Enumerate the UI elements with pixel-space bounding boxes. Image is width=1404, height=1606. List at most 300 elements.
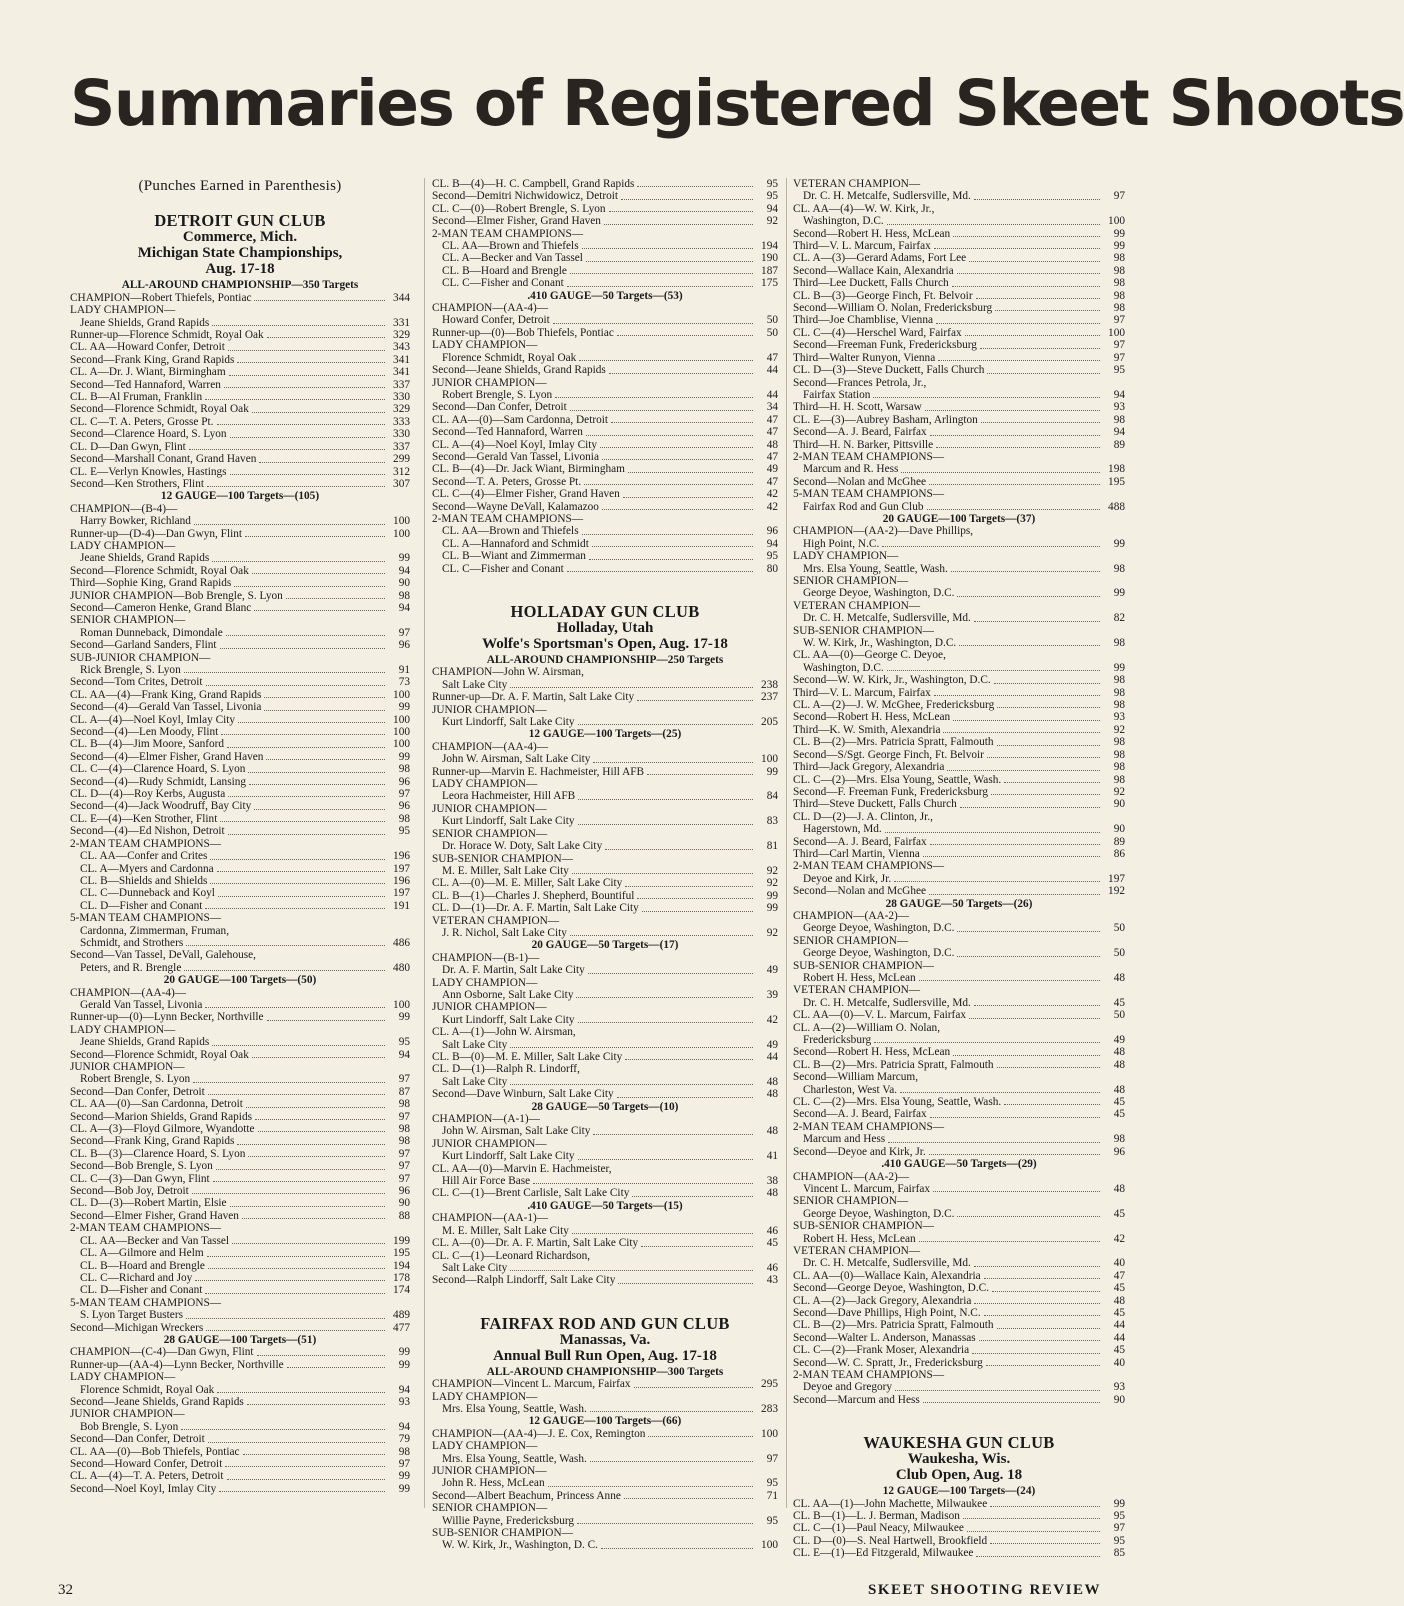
dot-leader bbox=[578, 1022, 753, 1023]
result-row bbox=[432, 550, 778, 562]
result-name: CL. B—(1)—L. J. Berman, Madison bbox=[793, 1510, 960, 1523]
result-score: 197 bbox=[393, 862, 410, 875]
result-score: 96 bbox=[398, 800, 410, 813]
dot-leader bbox=[570, 935, 753, 936]
result-name: Dr. C. H. Metcalfe, Sudlersville, Md. bbox=[803, 996, 971, 1009]
club-location: Commerce, Mich. bbox=[182, 229, 298, 246]
dot-leader bbox=[555, 397, 753, 398]
result-row bbox=[432, 1225, 778, 1237]
result-score: 95 bbox=[766, 550, 778, 563]
result-label: SENIOR CHAMPION— bbox=[432, 827, 548, 840]
result-score: 46 bbox=[766, 1224, 778, 1237]
result-score: 329 bbox=[393, 329, 410, 342]
result-label: CHAMPION—(AA-4)— bbox=[432, 740, 549, 753]
result-row bbox=[70, 1272, 410, 1284]
result-row bbox=[432, 1014, 778, 1026]
dot-leader bbox=[990, 1543, 1100, 1544]
result-row bbox=[793, 885, 1125, 897]
result-name: Third—Jack Gregory, Alexandria bbox=[793, 761, 945, 774]
result-row bbox=[432, 1428, 778, 1440]
result-score: 93 bbox=[1113, 1381, 1125, 1394]
result-row bbox=[432, 389, 778, 401]
dot-leader bbox=[593, 1134, 753, 1135]
dot-leader bbox=[930, 844, 1100, 845]
result-row bbox=[70, 1098, 410, 1110]
result-row bbox=[793, 352, 1125, 364]
result-name: Third—Carl Martin, Vienna bbox=[793, 847, 920, 860]
dot-leader bbox=[207, 1256, 385, 1257]
dot-leader bbox=[220, 648, 385, 649]
result-row bbox=[70, 1173, 410, 1185]
result-label: CL. C—(1)—Leonard Richardson, bbox=[432, 1249, 591, 1262]
result-name: CL. B—(4)—H. C. Campbell, Grand Rapids bbox=[432, 178, 635, 190]
result-score: 192 bbox=[1108, 885, 1125, 898]
result-name: CL. A—Dr. J. Wiant, Birmingham bbox=[70, 366, 226, 379]
gauge-heading: ALL-AROUND CHAMPIONSHIP—350 Targets bbox=[121, 279, 359, 292]
result-score: 47 bbox=[766, 413, 778, 426]
result-row bbox=[793, 1522, 1125, 1534]
gauge-heading: .410 GAUGE—50 Targets—(53) bbox=[527, 289, 683, 302]
result-score: 99 bbox=[1113, 537, 1125, 550]
dot-leader bbox=[246, 1107, 385, 1108]
result-name: Dr. A. F. Martin, Salt Lake City bbox=[442, 964, 585, 977]
result-name: Second—Gerald Van Tassel, Livonia bbox=[432, 450, 599, 463]
result-row bbox=[70, 1446, 410, 1458]
result-row bbox=[793, 339, 1125, 351]
result-row bbox=[70, 416, 410, 428]
dot-leader bbox=[264, 710, 385, 711]
dot-leader bbox=[957, 956, 1100, 957]
result-name: CL. A—Gilmore and Helm bbox=[80, 1247, 204, 1260]
result-row bbox=[793, 290, 1125, 302]
result-row bbox=[793, 724, 1125, 736]
result-name: CL. A—(0)—Dr. A. F. Martin, Salt Lake City bbox=[432, 1237, 639, 1250]
result-score: 489 bbox=[393, 1309, 410, 1322]
dot-leader bbox=[258, 1131, 385, 1132]
gauge-heading: 12 GAUGE—100 Targets—(66) bbox=[528, 1415, 682, 1428]
result-score: 97 bbox=[398, 626, 410, 639]
result-score: 94 bbox=[398, 1383, 410, 1396]
result-name: CL. C—T. A. Peters, Grosse Pt. bbox=[70, 415, 214, 428]
dot-leader bbox=[634, 1387, 753, 1388]
dot-leader bbox=[900, 1092, 1100, 1093]
result-row bbox=[70, 999, 410, 1011]
result-score: 41 bbox=[766, 1150, 778, 1163]
dot-leader bbox=[234, 586, 385, 587]
result-name: Mrs. Elsa Young, Seattle, Wash. bbox=[442, 1402, 587, 1415]
result-score: 95 bbox=[766, 178, 778, 190]
result-row bbox=[70, 1036, 410, 1048]
dot-leader bbox=[617, 1097, 753, 1098]
dot-leader bbox=[257, 1355, 385, 1356]
result-row bbox=[70, 1123, 410, 1135]
result-score: 238 bbox=[761, 678, 778, 691]
result-label: SUB-SENIOR CHAMPION— bbox=[432, 852, 573, 865]
dot-leader bbox=[953, 720, 1100, 721]
dot-leader bbox=[567, 286, 753, 287]
dot-leader bbox=[618, 1283, 753, 1284]
page-number: 32 bbox=[58, 1582, 73, 1598]
result-label: JUNIOR CHAMPION— bbox=[432, 1001, 547, 1014]
result-score: 93 bbox=[1113, 711, 1125, 724]
result-name: CL. D—(0)—S. Neal Hartwell, Brookfield bbox=[793, 1534, 988, 1547]
result-row bbox=[70, 428, 410, 440]
dot-leader bbox=[184, 672, 385, 673]
dot-leader bbox=[974, 1303, 1100, 1304]
result-score: 42 bbox=[1113, 1232, 1125, 1245]
result-name: Second—Freeman Funk, Fredericksburg bbox=[793, 339, 977, 352]
dot-leader bbox=[963, 1518, 1100, 1519]
result-row bbox=[793, 501, 1125, 513]
result-label: Cardonna, Zimmerman, Fruman, bbox=[80, 924, 230, 937]
result-row bbox=[432, 327, 778, 339]
result-name: Second—Bob Joy, Detroit bbox=[70, 1185, 189, 1198]
result-row bbox=[432, 488, 778, 500]
magazine-footer: SKEET SHOOTING REVIEW bbox=[868, 1582, 1101, 1598]
result-name: Dr. Horace W. Doty, Salt Lake City bbox=[442, 840, 603, 853]
result-row bbox=[432, 691, 778, 703]
dot-leader bbox=[894, 881, 1100, 882]
dot-leader bbox=[960, 807, 1100, 808]
dot-leader bbox=[578, 1159, 753, 1160]
result-name: Second—Wallace Kain, Alexandria bbox=[793, 264, 954, 277]
result-name: S. Lyon Target Busters bbox=[80, 1309, 183, 1322]
results-column-3 bbox=[793, 178, 1125, 1560]
dot-leader bbox=[186, 1318, 385, 1319]
dot-leader bbox=[248, 1156, 385, 1157]
result-row bbox=[70, 317, 410, 329]
result-row bbox=[70, 1111, 410, 1123]
result-name: CL. B—(2)—Mrs. Patricia Spratt, Falmouth bbox=[793, 1319, 994, 1332]
result-name: Second—Frank King, Grand Rapids bbox=[70, 1135, 235, 1148]
result-name: Third—Lee Duckett, Falls Church bbox=[793, 277, 949, 290]
result-score: 333 bbox=[393, 415, 410, 428]
column-rule bbox=[786, 178, 787, 1508]
result-name: CL. C—Dunneback and Koyl bbox=[80, 887, 215, 900]
result-label: CL. A—(2)—William O. Nolan, bbox=[793, 1021, 941, 1034]
dot-leader bbox=[590, 1411, 753, 1412]
result-label: 2-MAN TEAM CHAMPIONS— bbox=[793, 450, 945, 463]
result-score: 48 bbox=[1113, 1083, 1125, 1096]
dot-leader bbox=[641, 1246, 753, 1247]
event-date: Aug. 17-18 bbox=[205, 261, 275, 278]
dot-leader bbox=[625, 886, 753, 887]
result-score: 45 bbox=[1113, 1207, 1125, 1220]
dot-leader bbox=[510, 1084, 753, 1085]
result-score: 196 bbox=[393, 850, 410, 863]
result-row bbox=[432, 352, 778, 364]
result-label: CL. AA—(0)—Marvin E. Hachmeister, bbox=[432, 1162, 612, 1175]
result-name: Second—Deyoe and Kirk, Jr. bbox=[793, 1145, 926, 1158]
dot-leader bbox=[186, 945, 385, 946]
dot-leader bbox=[930, 1117, 1100, 1118]
result-score: 100 bbox=[393, 713, 410, 726]
result-name: Vincent L. Marcum, Fairfax bbox=[803, 1182, 930, 1195]
result-row bbox=[432, 1039, 778, 1051]
result-name: Third—H. H. Scott, Warsaw bbox=[793, 401, 922, 414]
result-score: 100 bbox=[1108, 215, 1125, 228]
result-row bbox=[70, 863, 410, 875]
result-name: Rick Brengle, S. Lyon bbox=[80, 664, 181, 676]
dot-leader bbox=[194, 524, 385, 525]
result-name: CL. A—(2)—J. W. McGhee, Fredericksburg bbox=[793, 699, 995, 712]
result-row bbox=[70, 453, 410, 465]
dot-leader bbox=[994, 683, 1100, 684]
dot-leader bbox=[210, 883, 385, 884]
result-row bbox=[70, 1197, 410, 1209]
result-label: CHAMPION—(AA-4)— bbox=[70, 986, 187, 999]
result-label: JUNIOR CHAMPION— bbox=[432, 703, 547, 716]
result-row bbox=[793, 774, 1125, 786]
result-row bbox=[70, 900, 410, 912]
dot-leader bbox=[637, 186, 753, 187]
result-name: CL. AA—Confer and Crites bbox=[80, 850, 208, 863]
result-row bbox=[432, 401, 778, 413]
result-label: LADY CHAMPION— bbox=[432, 778, 538, 791]
result-row bbox=[793, 1498, 1125, 1510]
result-score: 44 bbox=[1113, 1319, 1125, 1332]
result-label: CL. D—(2)—J. A. Clinton, Jr., bbox=[793, 810, 933, 823]
result-row bbox=[70, 478, 410, 490]
dot-leader bbox=[590, 1461, 753, 1462]
result-name: CL. C—Fisher and Conant bbox=[442, 562, 564, 575]
result-name: Second—Wayne DeVall, Kalamazoo bbox=[432, 500, 599, 513]
result-score: 99 bbox=[398, 701, 410, 714]
result-name: CL. B—(3)—George Finch, Ft. Belvoir bbox=[793, 289, 973, 302]
result-name: Second—Ted Hannaford, Warren bbox=[432, 426, 583, 439]
result-row bbox=[432, 178, 778, 190]
result-name: Second—Ted Hannaford, Warren bbox=[70, 378, 221, 391]
result-name: CL. AA—(0)—Bob Thiefels, Pontiac bbox=[70, 1445, 240, 1458]
result-score: 98 bbox=[398, 1098, 410, 1111]
dot-leader bbox=[969, 1018, 1100, 1019]
result-row bbox=[432, 1125, 778, 1137]
page-headline: Summaries of Registered Skeet Shoots bbox=[70, 67, 1404, 140]
result-name: Charleston, West Va. bbox=[803, 1083, 898, 1096]
gauge-heading: ALL-AROUND CHAMPIONSHIP—250 Targets bbox=[486, 654, 724, 666]
result-row bbox=[70, 366, 410, 378]
event-name: Michigan State Championships, bbox=[137, 245, 343, 262]
result-name: CL. E—(3)—Aubrey Basham, Arlington bbox=[793, 413, 978, 426]
result-name: M. E. Miller, Salt Lake City bbox=[442, 1224, 569, 1237]
result-score: 190 bbox=[761, 252, 778, 265]
result-name: Second—W. C. Spratt, Jr., Fredericksburg bbox=[793, 1356, 983, 1369]
result-row bbox=[793, 401, 1125, 413]
result-score: 50 bbox=[1113, 1009, 1125, 1022]
result-score: 50 bbox=[1113, 922, 1125, 935]
result-row bbox=[432, 476, 778, 488]
dot-leader bbox=[254, 300, 385, 301]
result-score: 99 bbox=[766, 765, 778, 778]
result-row bbox=[70, 1433, 410, 1445]
result-score: 191 bbox=[393, 899, 410, 912]
result-name: W. W. Kirk, Jr., Washington, D.C. bbox=[803, 637, 957, 650]
dot-leader bbox=[230, 1206, 385, 1207]
result-name: Willie Payne, Fredericksburg bbox=[442, 1514, 575, 1527]
result-row bbox=[70, 1421, 410, 1433]
result-row bbox=[432, 1477, 778, 1489]
result-name: Runner-up—Marvin E. Hachmeister, Hill AFB bbox=[432, 765, 645, 778]
result-score: 92 bbox=[766, 864, 778, 877]
result-row bbox=[432, 1515, 778, 1527]
result-name: Salt Lake City bbox=[442, 1075, 508, 1088]
result-label: LADY CHAMPION— bbox=[70, 539, 176, 552]
dot-leader bbox=[572, 873, 753, 874]
result-name: Second—(4)—Len Moody, Flint bbox=[70, 726, 219, 739]
result-score: 341 bbox=[393, 353, 410, 366]
result-row bbox=[70, 528, 410, 540]
result-score: 40 bbox=[1113, 1356, 1125, 1369]
result-name: Second—Florence Schmidt, Royal Oak bbox=[70, 1048, 249, 1061]
result-score: 174 bbox=[393, 1284, 410, 1297]
result-row bbox=[793, 687, 1125, 699]
dot-leader bbox=[930, 435, 1100, 436]
dot-leader bbox=[923, 1402, 1100, 1403]
result-name: CL. B—Shields and Shields bbox=[80, 874, 208, 887]
result-name: CL. AA—(0)—Wallace Kain, Alexandria bbox=[793, 1269, 981, 1282]
result-label: CHAMPION—John W. Airsman, bbox=[432, 666, 584, 679]
dot-leader bbox=[974, 1266, 1100, 1267]
result-score: 92 bbox=[766, 877, 778, 890]
result-name: CL. C—(1)—Paul Neacy, Milwaukee bbox=[793, 1522, 964, 1535]
result-name: Hagerstown, Md. bbox=[803, 823, 882, 836]
dot-leader bbox=[953, 1055, 1100, 1056]
result-name: Salt Lake City bbox=[442, 1261, 508, 1274]
dot-leader bbox=[887, 670, 1100, 671]
dot-leader bbox=[602, 459, 753, 460]
result-name: Runner-up—(0)—Bob Thiefels, Pontiac bbox=[432, 326, 614, 339]
result-label: 2-MAN TEAM CHAMPIONS— bbox=[432, 227, 584, 240]
result-name: CL. D—Dan Gwyn, Flint bbox=[70, 440, 186, 453]
result-name: CL. B—(0)—M. E. Miller, Salt Lake City bbox=[432, 1051, 623, 1063]
dot-leader bbox=[252, 1057, 385, 1058]
result-row bbox=[432, 890, 778, 902]
result-score: 99 bbox=[398, 552, 410, 565]
result-score: 49 bbox=[1113, 1034, 1125, 1047]
result-score: 488 bbox=[1108, 500, 1125, 513]
result-row bbox=[70, 441, 410, 453]
dot-leader bbox=[228, 350, 385, 351]
result-score: 96 bbox=[1113, 1145, 1125, 1158]
result-score: 205 bbox=[761, 716, 778, 729]
result-name: Second—S/Sgt. George Finch, Ft. Belvoir bbox=[793, 748, 984, 761]
result-row bbox=[70, 1470, 410, 1482]
result-label: 2-MAN TEAM CHAMPIONS— bbox=[70, 837, 222, 850]
result-score: 47 bbox=[766, 426, 778, 439]
result-row bbox=[70, 403, 410, 415]
dot-leader bbox=[984, 1315, 1100, 1316]
dot-leader bbox=[604, 224, 753, 225]
result-score: 95 bbox=[398, 1036, 410, 1049]
dot-leader bbox=[628, 472, 753, 473]
result-row bbox=[432, 1453, 778, 1465]
result-score: 329 bbox=[393, 403, 410, 416]
result-label: Second—William Marcum, bbox=[793, 1071, 919, 1084]
result-row bbox=[70, 875, 410, 887]
result-name: CL. D—Fisher and Conant bbox=[80, 1284, 203, 1297]
dot-leader bbox=[933, 1191, 1100, 1192]
result-name: Second—William O. Nolan, Fredericksburg bbox=[793, 302, 993, 315]
dot-leader bbox=[510, 1270, 753, 1271]
club-location: Holladay, Utah bbox=[556, 620, 654, 636]
result-name: Second—A. J. Beard, Fairfax bbox=[793, 835, 927, 848]
gauge-heading: 20 GAUGE—100 Targets—(50) bbox=[163, 974, 317, 987]
result-score: 99 bbox=[398, 1358, 410, 1371]
result-row bbox=[70, 1247, 410, 1259]
result-name: Second—(4)—Elmer Fisher, Grand Haven bbox=[70, 750, 264, 763]
dot-leader bbox=[238, 722, 385, 723]
result-name: CL. B—Al Fruman, Franklin bbox=[70, 391, 203, 404]
result-score: 40 bbox=[1113, 1257, 1125, 1270]
result-row bbox=[432, 840, 778, 852]
result-score: 95 bbox=[1113, 1534, 1125, 1547]
result-row bbox=[70, 590, 410, 602]
result-label: VETERAN CHAMPION— bbox=[793, 984, 921, 997]
result-name: Second—Marshall Conant, Grand Haven bbox=[70, 453, 257, 466]
result-label: CL. D—(1)—Ralph R. Lindorff, bbox=[432, 1063, 580, 1076]
result-row bbox=[793, 1146, 1125, 1158]
result-name: CL. C—(1)—Brent Carlisle, Salt Lake City bbox=[432, 1187, 630, 1200]
result-row bbox=[432, 252, 778, 264]
result-name: Second—T. A. Peters, Grosse Pt. bbox=[432, 475, 582, 488]
result-row bbox=[70, 466, 410, 478]
result-row bbox=[432, 1076, 778, 1088]
result-score: 81 bbox=[766, 840, 778, 853]
result-row bbox=[793, 997, 1125, 1009]
dot-leader bbox=[243, 1454, 385, 1455]
result-score: 187 bbox=[761, 264, 778, 277]
result-name: Marcum and R. Hess bbox=[803, 463, 899, 476]
result-row bbox=[793, 364, 1125, 376]
result-row bbox=[793, 1096, 1125, 1108]
result-row bbox=[70, 887, 410, 899]
event-date: Annual Bull Run Open, Aug. 17-18 bbox=[493, 1347, 717, 1364]
result-row bbox=[793, 252, 1125, 264]
result-row bbox=[793, 1270, 1125, 1282]
result-score: 44 bbox=[1113, 1331, 1125, 1344]
result-score: 89 bbox=[1113, 835, 1125, 848]
dot-leader bbox=[216, 1169, 385, 1170]
result-score: 90 bbox=[398, 1197, 410, 1210]
result-name: CL. A—Myers and Cardonna bbox=[80, 862, 214, 875]
dot-leader bbox=[997, 745, 1100, 746]
result-row bbox=[432, 451, 778, 463]
result-row bbox=[793, 1183, 1125, 1195]
result-label: 2-MAN TEAM CHAMPIONS— bbox=[432, 512, 584, 525]
dot-leader bbox=[974, 621, 1100, 622]
result-score: 94 bbox=[398, 1420, 410, 1433]
result-score: 43 bbox=[766, 1274, 778, 1287]
result-row bbox=[70, 1235, 410, 1247]
result-name: CL. A—(3)—Floyd Gilmore, Wyandotte bbox=[70, 1123, 255, 1136]
dot-leader bbox=[217, 871, 385, 872]
result-row bbox=[70, 552, 410, 564]
dot-leader bbox=[642, 911, 753, 912]
result-name: CL. C—(0)—Robert Brengle, S. Lyon bbox=[432, 202, 606, 215]
dot-leader bbox=[997, 1067, 1100, 1068]
result-row bbox=[793, 699, 1125, 711]
gauge-heading: 20 GAUGE—50 Targets—(17) bbox=[531, 939, 679, 952]
result-score: 98 bbox=[1113, 413, 1125, 426]
dot-leader bbox=[207, 486, 385, 487]
gauge-heading: ALL-AROUND CHAMPIONSHIP—300 Targets bbox=[486, 1365, 724, 1378]
result-score: 330 bbox=[393, 428, 410, 441]
result-label: CHAMPION—(AA-2)— bbox=[793, 909, 910, 922]
result-row bbox=[432, 1175, 778, 1187]
result-name: Runner-up—(D-4)—Dan Gwyn, Flint bbox=[70, 527, 243, 540]
result-row bbox=[70, 689, 410, 701]
result-score: 98 bbox=[1113, 637, 1125, 650]
